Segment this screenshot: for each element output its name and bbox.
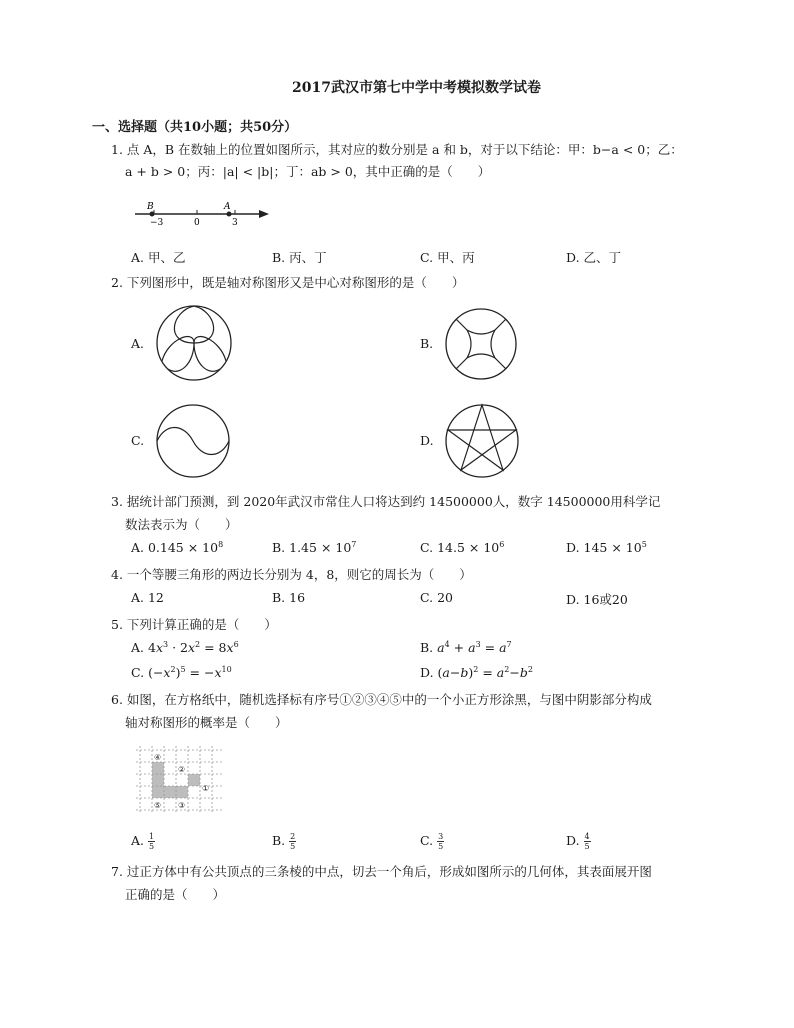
q1-option-d[interactable]: D. 乙、丁 bbox=[566, 250, 622, 265]
q4-option-a[interactable]: A. 12 bbox=[131, 590, 164, 605]
q5-option-b[interactable]: B. $a^4 + a^3 = a^7$ bbox=[420, 640, 512, 655]
question-6-line-1: 6. 如图，在方格纸中，随机选择标有序号①②③④⑤中的一个小正方形涂黑，与图中阴影部分构成 bbox=[111, 692, 652, 707]
q6-option-a[interactable]: A. $\frac{1}{5}$ bbox=[131, 832, 155, 851]
q2-figure-c-yin-yang[interactable] bbox=[154, 402, 232, 480]
grid-label-3: ③ bbox=[178, 801, 186, 810]
q5-option-c[interactable]: C. $(-x^2)^5 = -x^{10}$ bbox=[131, 665, 232, 680]
q3-option-b[interactable]: B. $1.45 \times 10^7$ bbox=[272, 540, 357, 555]
number-line-figure bbox=[135, 200, 275, 230]
q2-figure-a-circle-arcs[interactable] bbox=[154, 303, 234, 383]
question-6-line-2: 轴对称图形的概率是（ ） bbox=[125, 715, 288, 730]
q5-option-a[interactable]: A. $4x^3 \cdot 2x^2 = 8x^6$ bbox=[131, 640, 239, 655]
grid-label-1: ① bbox=[202, 784, 210, 793]
tick-label-0: 0 bbox=[194, 218, 200, 228]
tick-label-neg3: −3 bbox=[150, 218, 164, 228]
question-4-text: 4. 一个等腰三角形的两边长分别为 4，8，则它的周长为（ ） bbox=[111, 567, 472, 582]
q2-option-d-label[interactable]: D. bbox=[420, 433, 434, 448]
page-title: 2017武汉市第七中学中考模拟数学试卷 bbox=[292, 80, 541, 96]
grid-label-2: ② bbox=[178, 765, 186, 774]
q4-option-b[interactable]: B. 16 bbox=[272, 590, 306, 605]
grid-label-5: ⑤ bbox=[154, 801, 162, 810]
q2-figure-d-star[interactable] bbox=[443, 402, 521, 480]
question-7-line-2: 正确的是（ ） bbox=[125, 887, 226, 902]
label-b: B bbox=[147, 202, 154, 212]
q6-option-b[interactable]: B. $\frac{2}{5}$ bbox=[272, 832, 296, 851]
q2-figure-b-concave-square[interactable] bbox=[443, 306, 519, 382]
q5-option-d[interactable]: D. $(a-b)^2 = a^2-b^2$ bbox=[420, 665, 533, 680]
section-header: 一、选择题（共10小题；共50分） bbox=[92, 120, 298, 135]
q6-option-c[interactable]: C. $\frac{3}{5}$ bbox=[420, 832, 444, 851]
q2-option-a-label[interactable]: A. bbox=[131, 336, 145, 351]
question-3-line-1: 3. 据统计部门预测，到 2020年武汉市常住人口将达到约 14500000人，数字 14500000用科学记 bbox=[111, 494, 661, 509]
q1-option-b[interactable]: B. 丙、丁 bbox=[272, 250, 327, 265]
question-5-text: 5. 下列计算正确的是（ ） bbox=[111, 617, 277, 632]
q6-grid-figure bbox=[136, 746, 224, 814]
question-7-line-1: 7. 过正方体中有公共顶点的三条棱的中点，切去一个角后，形成如图所示的几何体，其表面展开图 bbox=[111, 864, 652, 879]
label-a: A bbox=[224, 202, 231, 212]
tick-label-3: 3 bbox=[232, 218, 238, 228]
q1-option-c[interactable]: C. 甲、丙 bbox=[420, 250, 475, 265]
question-2-text: 2. 下列图形中，既是轴对称图形又是中心对称图形的是（ ） bbox=[111, 275, 465, 290]
question-1-line-2: a + b > 0；丙：|a| < |b|；丁：ab > 0，其中正确的是（ ） bbox=[125, 164, 491, 179]
q3-option-a[interactable]: A. $0.145 \times 10^8$ bbox=[131, 540, 224, 555]
q6-option-d[interactable]: D. $\frac{4}{5}$ bbox=[566, 832, 590, 851]
q4-option-d[interactable]: D. 16或20 bbox=[566, 592, 628, 607]
q1-option-a[interactable]: A. 甲、乙 bbox=[131, 250, 186, 265]
q3-option-c[interactable]: C. $14.5 \times 10^6$ bbox=[420, 540, 505, 555]
question-1-line-1: 1. 点 A，B 在数轴上的位置如图所示，其对应的数分别是 a 和 b，对于以下结论：甲：b−a < 0；乙： bbox=[111, 142, 683, 157]
q4-option-c[interactable]: C. 20 bbox=[420, 590, 453, 605]
q2-option-b-label[interactable]: B. bbox=[420, 336, 434, 351]
point-a bbox=[227, 212, 232, 217]
q2-option-c-label[interactable]: C. bbox=[131, 433, 145, 448]
question-3-line-2: 数法表示为（ ） bbox=[125, 517, 238, 532]
grid-label-4: ④ bbox=[154, 753, 162, 762]
q3-option-d[interactable]: D. $145 \times 10^5$ bbox=[566, 540, 647, 555]
point-b bbox=[150, 212, 155, 217]
